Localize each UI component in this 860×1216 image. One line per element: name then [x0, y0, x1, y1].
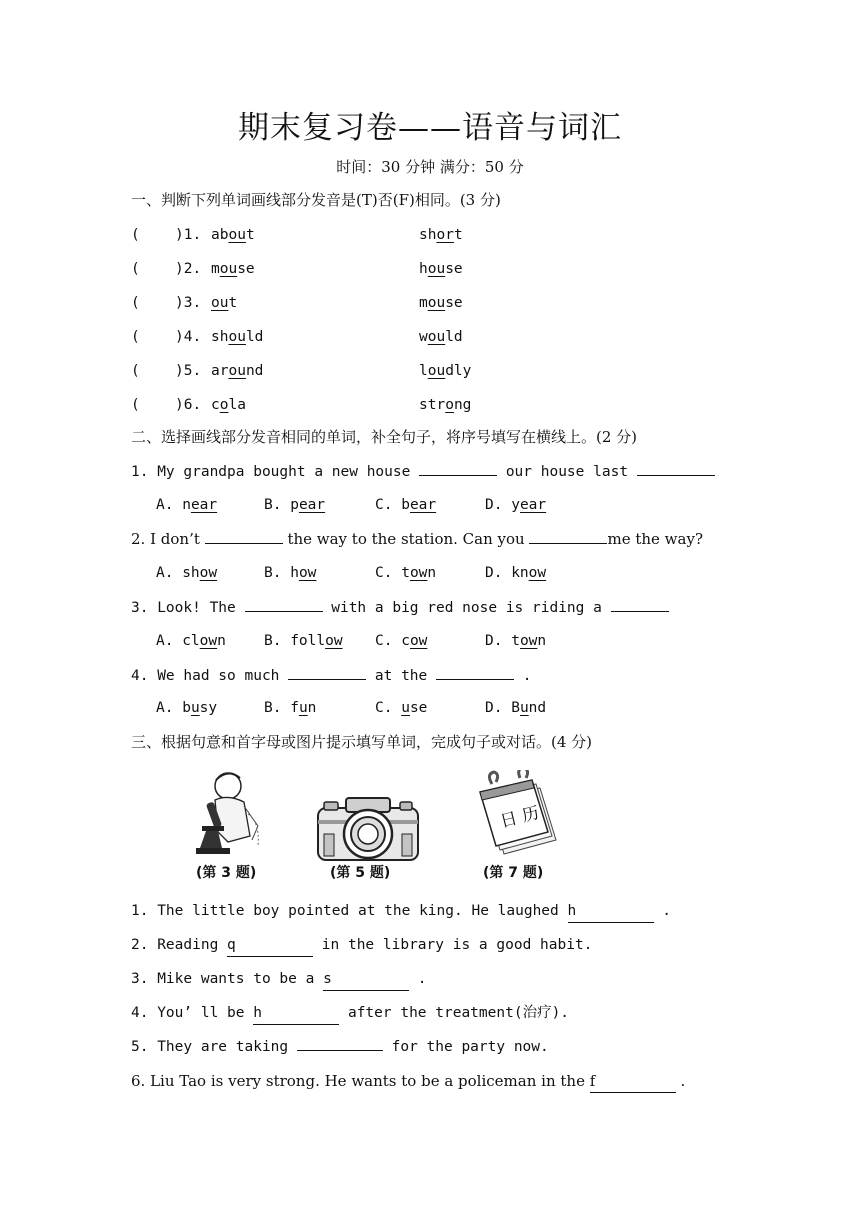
- word-underlined-part: ow: [409, 565, 428, 581]
- option-label: C.: [375, 497, 393, 513]
- s2-question-2: [131, 528, 703, 550]
- word-suffix: n: [307, 700, 317, 716]
- answer-blank[interactable]: [205, 528, 283, 544]
- judge-row: [131, 360, 531, 382]
- word-suffix: t: [453, 227, 463, 243]
- word: [419, 326, 463, 348]
- word-prefix: c: [211, 397, 220, 413]
- option-label: A.: [156, 700, 174, 716]
- option-label: D.: [485, 565, 503, 581]
- option-d[interactable]: [485, 697, 546, 719]
- option-label: C.: [375, 633, 393, 649]
- scientist-microscope-illustration: [188, 766, 268, 862]
- word-underlined-part: ear: [409, 497, 437, 513]
- word-prefix: b: [182, 700, 191, 716]
- option-c[interactable]: [375, 562, 436, 584]
- answer-paren[interactable]: (: [131, 363, 140, 379]
- item-number: )1.: [175, 227, 202, 243]
- word: [211, 224, 255, 246]
- calendar-illustration: [470, 770, 562, 862]
- word-underlined-part: ear: [298, 497, 326, 513]
- word-prefix: t: [511, 633, 520, 649]
- word-suffix: se: [445, 261, 463, 277]
- question-text-end: in the library is a good habit.: [321, 937, 593, 953]
- option-b[interactable]: [264, 562, 316, 584]
- word-underlined-part: ow: [199, 565, 218, 581]
- word-underlined-part: ow: [409, 633, 428, 649]
- word: [211, 360, 263, 382]
- option-label: D.: [485, 633, 503, 649]
- word-suffix: ng: [453, 397, 472, 413]
- word-prefix: m: [419, 295, 428, 311]
- s2-question-4: [131, 664, 531, 687]
- s2-question-3: [131, 596, 669, 619]
- judge-row: [131, 326, 531, 348]
- answer-blank[interactable]: [529, 528, 607, 544]
- s2-q2-text-c: me the way?: [607, 530, 703, 548]
- item-number: )3.: [175, 295, 202, 311]
- question-text-end: for the party now.: [391, 1039, 549, 1055]
- fill-in-question: [131, 1070, 685, 1093]
- word: [211, 394, 246, 416]
- s2-q1-text-a: 1. My grandpa bought a new house: [131, 464, 411, 480]
- judge-row: [131, 394, 531, 416]
- word-suffix: n: [427, 565, 437, 581]
- word-underlined-part: ou: [427, 261, 446, 277]
- word-prefix: h: [419, 261, 428, 277]
- option-label: D.: [485, 700, 503, 716]
- judge-row: [131, 292, 531, 314]
- answer-blank[interactable]: [245, 596, 323, 612]
- word-underlined-part: ow: [199, 633, 218, 649]
- answer-blank[interactable]: [419, 460, 497, 476]
- word-underlined-part: ou: [228, 363, 246, 379]
- word-underlined-part: ou: [427, 363, 446, 379]
- option-label: A.: [156, 497, 174, 513]
- option-d[interactable]: [485, 494, 546, 516]
- question-text: 1. The little boy pointed at the king. He laughed: [131, 903, 559, 919]
- word-prefix: b: [401, 497, 410, 513]
- option-b[interactable]: [264, 494, 325, 516]
- fill-in-question: [131, 934, 592, 957]
- word-underlined-part: ear: [519, 497, 547, 513]
- word: [211, 326, 263, 348]
- answer-paren[interactable]: (: [131, 227, 140, 243]
- answer-paren[interactable]: (: [131, 261, 140, 277]
- word-prefix: l: [419, 363, 428, 379]
- answer-paren[interactable]: (: [131, 397, 140, 413]
- word-prefix: ab: [211, 227, 229, 243]
- figure-caption-7: (第 7 题): [483, 865, 544, 881]
- word-underlined-part: u: [298, 700, 308, 716]
- word-suffix: t: [245, 227, 255, 243]
- figure-caption-3: (第 3 题): [196, 865, 257, 881]
- s2-q3-text-a: 3. Look! The: [131, 600, 236, 616]
- word-prefix: y: [511, 497, 520, 513]
- page-subtitle: 时间：30 分钟 满分：50 分: [336, 158, 524, 176]
- word-suffix: ld: [445, 329, 463, 345]
- word-underlined-part: ow: [298, 565, 317, 581]
- option-a[interactable]: [156, 697, 217, 719]
- word-prefix: h: [290, 565, 299, 581]
- answer-blank[interactable]: q: [227, 934, 313, 957]
- question-text: 6. Liu Tao is very strong. He wants to be a policeman in the: [131, 1072, 585, 1090]
- option-b[interactable]: [264, 630, 343, 652]
- item-number: )5.: [175, 363, 202, 379]
- word: [419, 292, 463, 314]
- s2-q1-text-b: our house last: [505, 464, 629, 480]
- s2-q2-text-b: the way to the station. Can you: [287, 530, 525, 548]
- word-underlined-part: ow: [528, 565, 547, 581]
- word-prefix: w: [419, 329, 428, 345]
- word: [419, 394, 471, 416]
- judge-row: [131, 258, 531, 280]
- option-b[interactable]: [264, 697, 316, 719]
- word-underlined-part: ou: [211, 295, 229, 311]
- word-suffix: n: [537, 633, 547, 649]
- answer-blank[interactable]: h: [253, 1002, 339, 1025]
- word-prefix: n: [182, 497, 191, 513]
- option-c[interactable]: [375, 697, 427, 719]
- word-underlined-part: u: [401, 700, 410, 716]
- answer-paren[interactable]: (: [131, 329, 140, 345]
- option-label: B.: [264, 633, 282, 649]
- option-d[interactable]: [485, 562, 546, 584]
- question-text: 2. Reading: [131, 937, 219, 953]
- word-prefix: t: [401, 565, 410, 581]
- item-number: )4.: [175, 329, 202, 345]
- answer-blank[interactable]: [637, 460, 715, 476]
- word-suffix: sy: [199, 700, 218, 716]
- item-number: )6.: [175, 397, 202, 413]
- s2-q3-text-b: with a big red nose is riding a: [331, 600, 602, 616]
- judge-row: [131, 224, 531, 246]
- answer-blank[interactable]: h: [568, 900, 654, 923]
- word-suffix: nd: [245, 363, 264, 379]
- word-prefix: m: [211, 261, 220, 277]
- question-text-end: .: [680, 1072, 686, 1090]
- section2-heading: 二、选择画线部分发音相同的单词，补全句子，将序号填写在横线上。(2 分): [131, 428, 638, 446]
- answer-blank[interactable]: [297, 1050, 383, 1051]
- option-label: A.: [156, 633, 174, 649]
- fill-in-question: [131, 1002, 569, 1025]
- item-number: )2.: [175, 261, 202, 277]
- option-a[interactable]: [156, 562, 217, 584]
- option-label: B.: [264, 565, 282, 581]
- option-a[interactable]: [156, 630, 226, 652]
- fill-in-question: [131, 1036, 549, 1058]
- option-a[interactable]: [156, 494, 217, 516]
- section1-heading: 一、判断下列单词画线部分发音是(T)否(F)相同。(3 分): [131, 191, 501, 209]
- fill-in-question: [131, 968, 427, 991]
- word-prefix: c: [401, 633, 410, 649]
- word-suffix: la: [228, 397, 246, 413]
- word-suffix: t: [228, 295, 238, 311]
- word-prefix: str: [419, 397, 446, 413]
- option-label: B.: [264, 497, 282, 513]
- question-text: 3. Mike wants to be a: [131, 971, 315, 987]
- word: [419, 360, 471, 382]
- word-underlined-part: ou: [427, 329, 446, 345]
- word: [211, 292, 237, 314]
- option-d[interactable]: [485, 630, 546, 652]
- s2-question-1: [131, 460, 715, 483]
- question-text-end: .: [417, 971, 427, 987]
- word-underlined-part: u: [190, 700, 200, 716]
- word-prefix: B: [511, 700, 520, 716]
- word-underlined-part: ou: [228, 329, 246, 345]
- camera-illustration: [316, 794, 420, 862]
- question-text-end: after the treatment(治疗).: [347, 1005, 570, 1021]
- word-underlined-part: ou: [228, 227, 246, 243]
- answer-paren[interactable]: (: [131, 295, 140, 311]
- word-prefix: kn: [511, 565, 529, 581]
- option-c[interactable]: [375, 630, 427, 652]
- word-underlined-part: ou: [219, 261, 238, 277]
- answer-blank[interactable]: f: [590, 1070, 676, 1093]
- answer-blank[interactable]: [436, 664, 514, 680]
- option-label: C.: [375, 700, 393, 716]
- option-c[interactable]: [375, 494, 436, 516]
- word-prefix: foll: [290, 633, 326, 649]
- word-prefix: ar: [211, 363, 229, 379]
- fill-in-question: [131, 900, 671, 923]
- word-prefix: p: [290, 497, 299, 513]
- word: [419, 224, 463, 246]
- question-text-end: .: [662, 903, 671, 919]
- s2-q2-text-a: 2. I don’t: [131, 530, 200, 548]
- option-label: B.: [264, 700, 282, 716]
- word-suffix: nd: [528, 700, 547, 716]
- word-underlined-part: or: [436, 227, 454, 243]
- option-label: A.: [156, 565, 174, 581]
- word-prefix: sh: [182, 565, 200, 581]
- word-underlined-part: ear: [190, 497, 218, 513]
- figure-caption-5: (第 5 题): [330, 865, 391, 881]
- answer-blank[interactable]: [288, 664, 366, 680]
- word-prefix: f: [290, 700, 299, 716]
- s2-q4-text-b: at the: [374, 668, 428, 684]
- word-suffix: se: [445, 295, 463, 311]
- word: [211, 258, 255, 280]
- word-underlined-part: u: [519, 700, 529, 716]
- word-suffix: n: [217, 633, 226, 649]
- section3-heading: 三、根据句意和首字母或图片提示填写单词，完成句子或对话。(4 分): [131, 733, 593, 751]
- word-underlined-part: ow: [519, 633, 538, 649]
- option-label: C.: [375, 565, 393, 581]
- page-title: 期末复习卷——语音与词汇: [238, 110, 622, 146]
- answer-blank[interactable]: [611, 596, 669, 612]
- word-suffix: ld: [245, 329, 264, 345]
- word-underlined-part: o: [219, 397, 229, 413]
- word: [419, 258, 463, 280]
- answer-blank[interactable]: s: [323, 968, 409, 991]
- word-prefix: sh: [419, 227, 437, 243]
- question-text: 4. You’ ll be: [131, 1005, 245, 1021]
- word-suffix: dly: [445, 363, 472, 379]
- word-underlined-part: ou: [427, 295, 446, 311]
- word-suffix: se: [237, 261, 255, 277]
- word-prefix: sh: [211, 329, 229, 345]
- word-suffix: se: [409, 700, 428, 716]
- calendar-label: 日 历: [498, 803, 542, 833]
- question-text: 5. They are taking: [131, 1039, 289, 1055]
- s2-q4-text-c: .: [522, 668, 532, 684]
- s2-q4-text-a: 4. We had so much: [131, 668, 280, 684]
- word-underlined-part: ow: [325, 633, 343, 649]
- word-underlined-part: o: [445, 397, 454, 413]
- option-label: D.: [485, 497, 503, 513]
- word-prefix: cl: [182, 633, 200, 649]
